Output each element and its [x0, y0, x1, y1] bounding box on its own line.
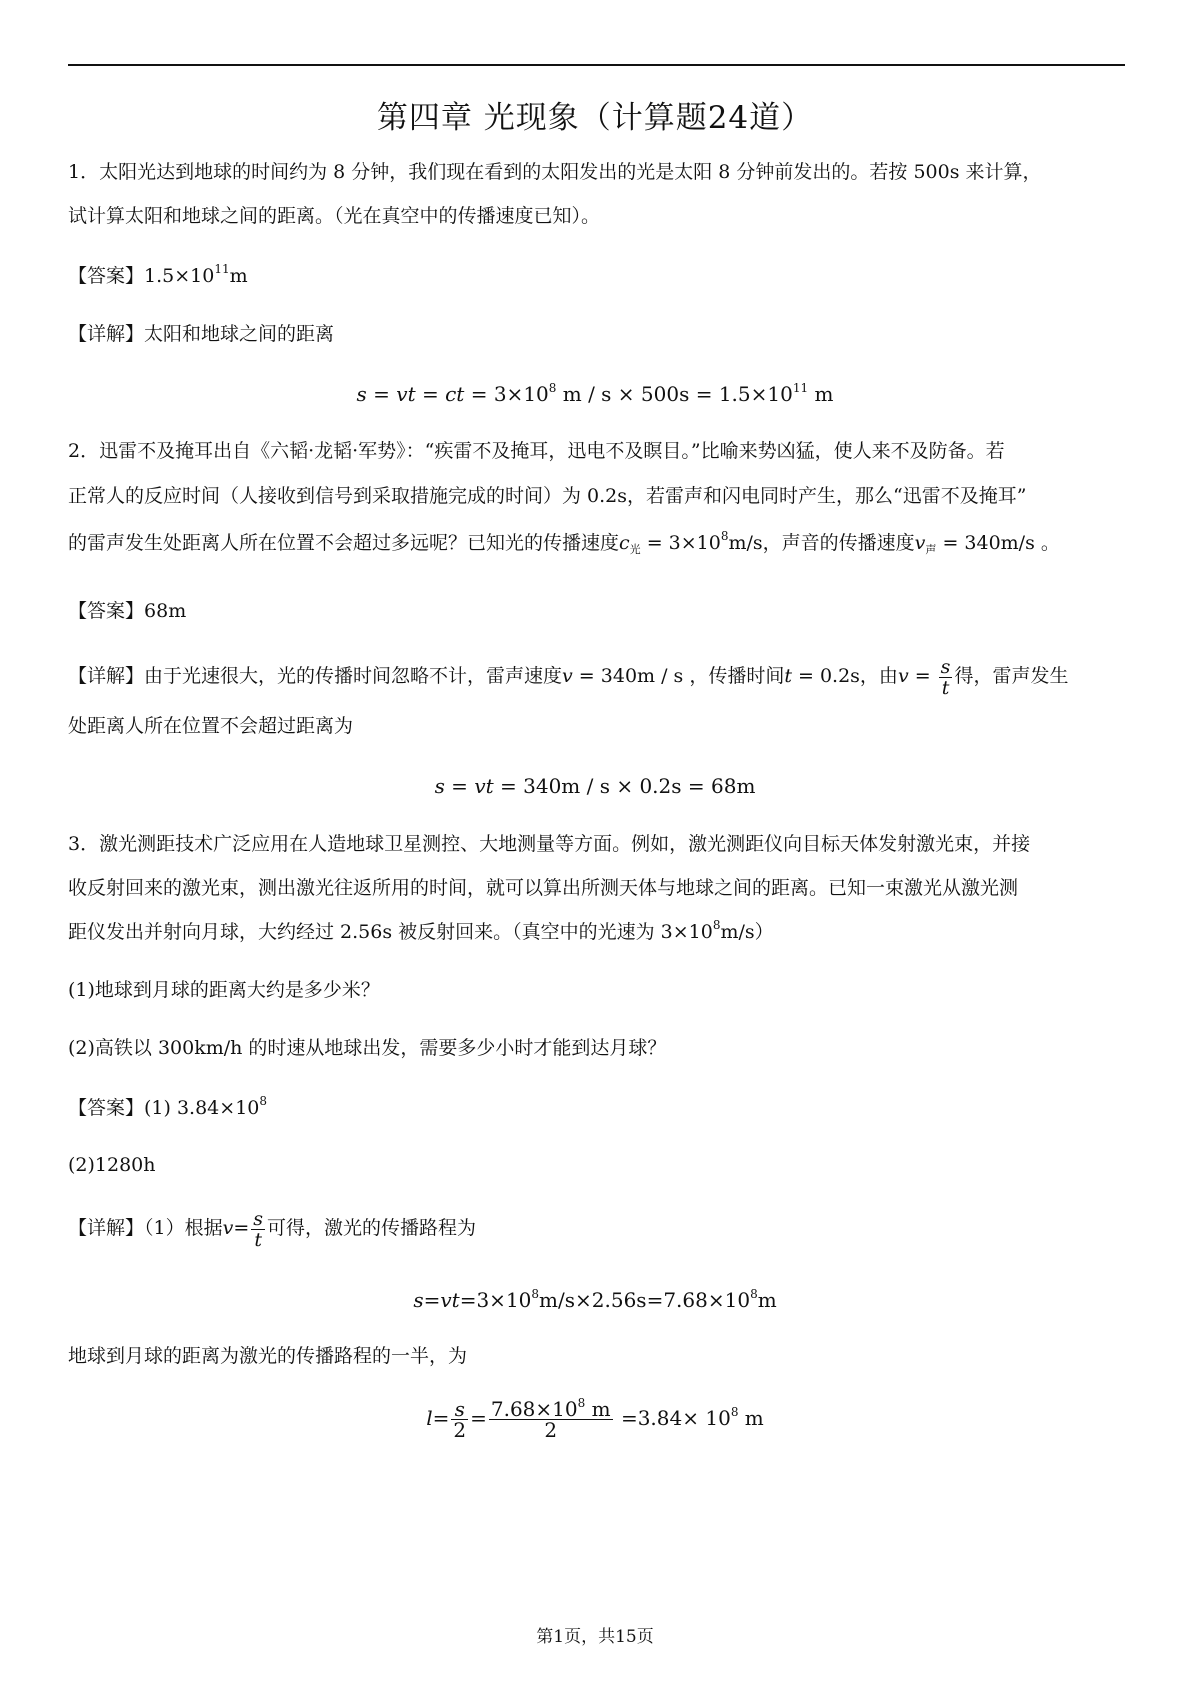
q3-half-text: 地球到月球的距离为激光的传播路程的一半，为	[68, 1345, 468, 1367]
fraction-distance-over-2: $\frac{7.68\times 10^8 m}{2}$	[490, 1396, 611, 1442]
answer-label: 【答案】	[68, 600, 145, 622]
q2-line3: 的雷声发生处距离人所在位置不会超过多远呢？已知光的传播速度$c_光 = 3\times 10^8m/s$，声音的传播速度$v_声 = 340m/s$ 。	[68, 529, 1060, 556]
q3-line1: 3．激光测距技术广泛应用在人造地球卫星测控、大地测量等方面。例如，激光测距仪向目标天体发射激光束，并接	[68, 833, 1031, 855]
q1-equation: s = vt = ct = $3\times 10^8$ $m / s \times 500s = 1.5\times 10^{11}$ m	[356, 381, 834, 406]
q3-answer2: (2)1280h	[68, 1154, 156, 1176]
page-footer: 第1页，共15页	[536, 1627, 654, 1647]
q3-answer1: 【答案】(1) $3.84\times 10^8$	[68, 1094, 268, 1119]
q3-equation1: $s=vt=3\times 10^8m/s\times 2.56s=7.68\times 10^8m$	[413, 1287, 777, 1312]
q1-line1: 1．太阳光达到地球的时间约为 8 分钟，我们现在看到的太阳发出的光是太阳 8 分钟前发出的。若按 500s 来计算，	[68, 161, 1042, 183]
q2-line1: 2．迅雷不及掩耳出自《六韬·龙韬·军势》：“疾雷不及掩耳，迅电不及瞑目。”比喻来势凶猛，使人来不及防备。若	[68, 440, 1005, 462]
q2-equation: s = vt = 340m / s × 0.2s = 68m	[434, 774, 756, 798]
answer-label: 【答案】	[68, 1097, 145, 1119]
q1-answer: 【答案】$1.5\times 10^{11}m$	[68, 262, 248, 287]
detail-label: 【详解】	[68, 323, 145, 345]
q3-line3: 距仪发出并射向月球，大约经过 2.56s 被反射回来。（真空中的光速为 $3\times 10^8m/s$）	[68, 918, 774, 943]
header-rule	[68, 64, 1125, 66]
fraction-s-over-t: $\frac{s}{t}$	[940, 655, 951, 699]
detail-label: 【详解】	[68, 665, 145, 687]
q3-sub1: (1)地球到月球的距离大约是多少米？	[68, 979, 380, 1001]
q3-sub2: (2)高铁以 300km/h 的时速从地球出发，需要多少小时才能到达月球？	[68, 1037, 667, 1059]
q2-detail: 【详解】由于光速很大，光的传播时间忽略不计，雷声速度v = 340m / s ，传播时间t = 0.2s，由v = $\frac{s}{t}$ 得，雷声发生	[68, 655, 1069, 699]
q2-line-b: 处距离人所在位置不会超过距离为	[68, 715, 354, 737]
detail-label: 【详解】	[68, 1217, 145, 1239]
q3-line2: 收反射回来的激光束，测出激光往返所用的时间，就可以算出所测天体与地球之间的距离。已知一束激光从激光测	[68, 877, 1019, 899]
fraction-s-over-t: $\frac{s}{t}$	[253, 1207, 264, 1251]
fraction-s-over-2: $\frac{s}{2}$	[453, 1397, 467, 1442]
q3-detail: 【详解】（1）根据v= $\frac{s}{t}$ 可得，激光的传播路程为	[68, 1207, 477, 1251]
answer-label: 【答案】	[68, 265, 145, 287]
q1-line2: 试计算太阳和地球之间的距离。（光在真空中的传播速度已知）。	[68, 205, 601, 227]
q2-answer: 【答案】68m	[68, 600, 187, 622]
q3-equation2: l= $\frac{s}{2}$ = $\frac{7.68\times 10^8 m}{2}$ $=3.84\times 10^8$ m	[426, 1396, 764, 1442]
page-title: 第四章 光现象（计算题24道）	[376, 100, 814, 136]
q2-line2: 正常人的反应时间（人接收到信号到采取措施完成的时间）为 0.2s，若雷声和闪电同时产生，那么“迅雷不及掩耳”	[68, 485, 1027, 507]
q1-detail: 【详解】太阳和地球之间的距离	[68, 323, 335, 345]
